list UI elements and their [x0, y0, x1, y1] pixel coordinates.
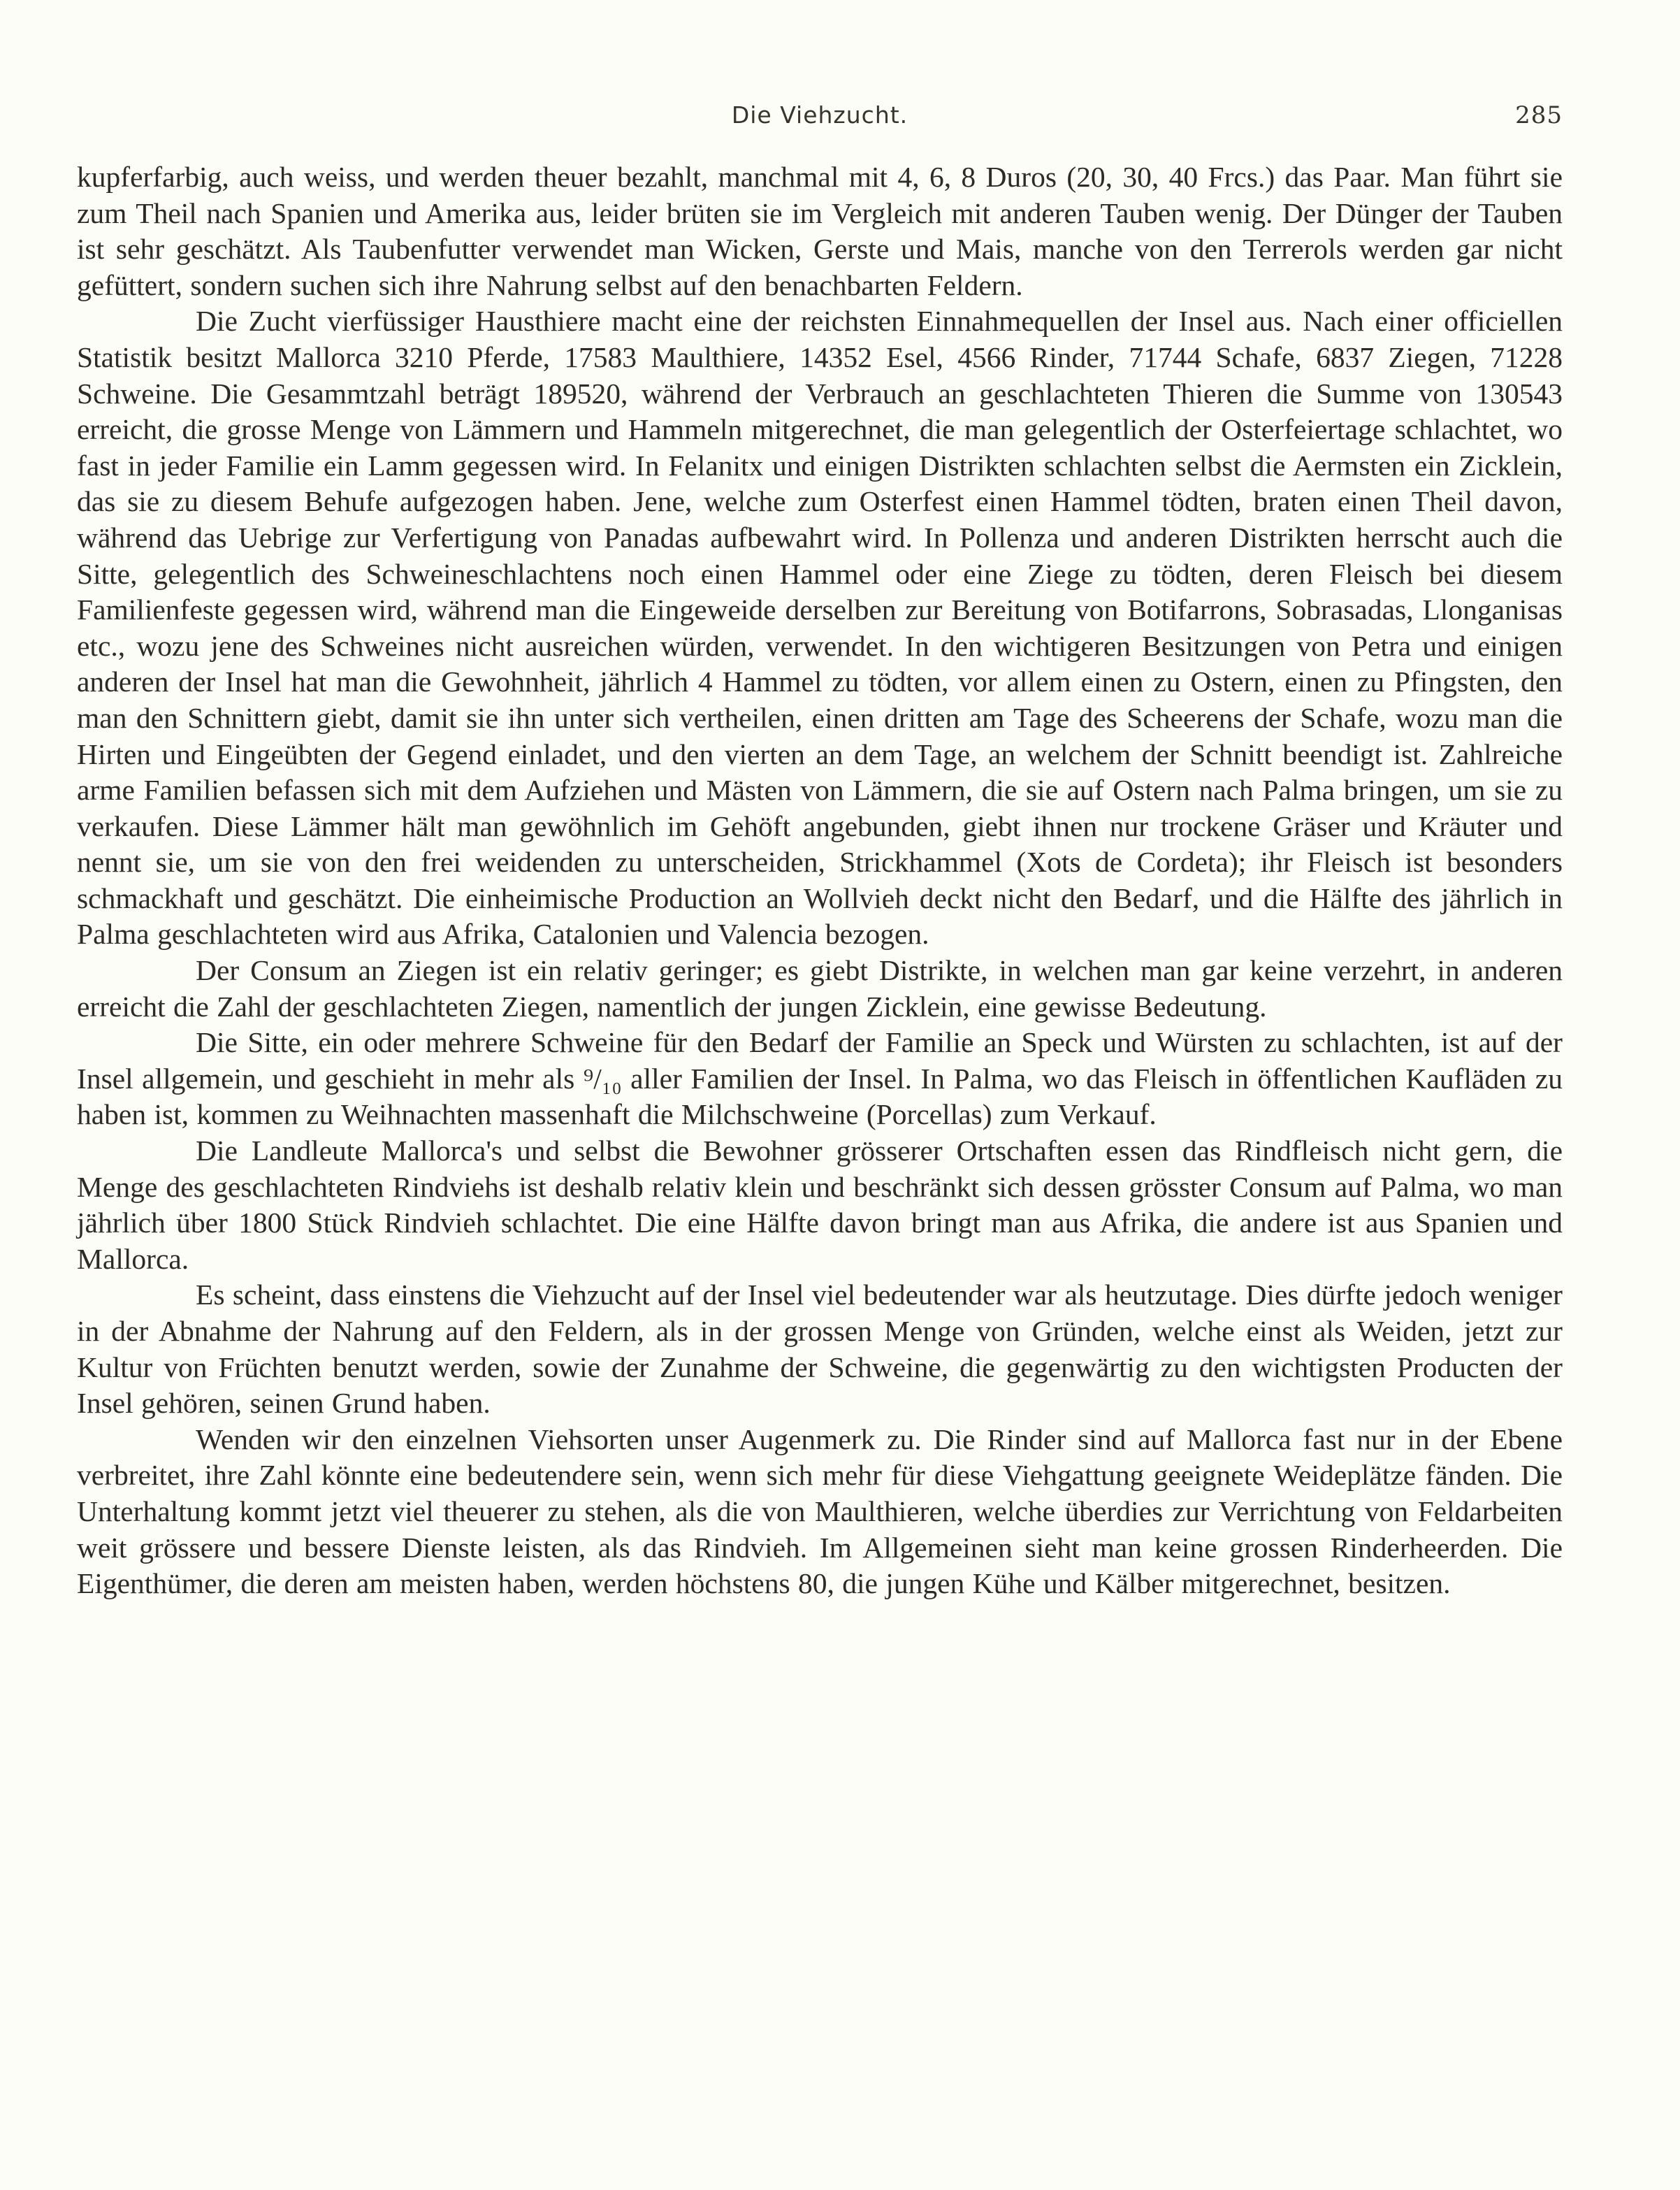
paragraph-pigeons-continued: kupferfarbig, auch weiss, und werden theuer bezahlt, manchmal mit 4, 6, 8 Duros (20, 30, 40 Frcs.) das Paar. Man führt sie zum Theil nach Spanien und Amerika aus, leider brüten sie im Vergleich mit anderen Tauben wenig. Der Dünger der Tauben ist sehr geschätzt. Als Taubenfutter verwendet man Wicken, Gerste und Mais, manche von den Terrerols werden gar nicht gefüttert, sondern suchen sich ihre Nahrung selbst auf den benachbarten Feldern. — [77, 161, 1563, 301]
paragraph-beef: Die Landleute Mallorca's und selbst die Bewohner grösserer Ortschaften essen das Rindfleisch nicht gern, die Menge des geschlachteten Rindviehs ist deshalb relativ klein und beschränkt sich dessen grösster Consum auf Palma, wo man jährlich über 1800 Stück Rindvieh schlachtet. Die eine Hälfte davon bringt man aus Afrika, die andere ist aus Spanien und Mallorca. — [77, 1134, 1563, 1275]
paragraph-cattle: Wenden wir den einzelnen Viehsorten unser Augenmerk zu. Die Rinder sind auf Mallorca fast nur in der Ebene verbreitet, ihre Zahl könnte eine bedeutendere sein, wenn sich mehr für diese Viehgattung geeignete Weideplätze fänden. Die Unterhaltung kommt jetzt viel theuerer zu stehen, als die von Maulthieren, welche überdies zur Verrichtung von Feldarbeiten weit grössere und bessere Dienste leisten, als das Rindvieh. Im Allgemeinen sieht man keine grossen Rinderheerden. Die Eigenthümer, die deren am meisten haben, werden höchstens 80, die jungen Kühe und Kälber mitgerechnet, besitzen. — [77, 1422, 1563, 1600]
paragraph-livestock-statistics: Die Zucht vierfüssiger Hausthiere macht eine der reichsten Einnahmequellen der Insel aus. Nach einer officiellen Statistik besitzt Mallorca 3210 Pferde, 17583 Maulthiere, 14352 Esel, 4566 Rinder, 71744 Schafe, 6837 Ziegen, 71228 Schweine. Die Gesammtzahl beträgt 189520, während der Verbrauch an geschlachteten Thieren die Summe von 130543 erreicht, die grosse Menge von Lämmern und Hammeln mitgerechnet, die man gelegentlich der Osterfeiertage schlachtet, wo fast in jeder Familie ein Lamm gegessen wird. In Felanitx und einigen Distrikten schlachten selbst die Aermsten ein Zicklein, das sie zu diesem Behufe aufgezogen haben. Jene, welche zum Osterfest einen Hammel tödten, braten einen Theil davon, während das Uebrige zur Verfertigung von Panadas aufbewahrt wird. In Pollenza und anderen Distrikten herrscht auch die Sitte, gelegentlich des Schweineschlachtens noch einen Hammel oder eine Ziege zu tödten, deren Fleisch bei diesem Familienfeste gegessen wird, während man die Eingeweide derselben zur Bereitung von Botifarrons, Sobrasadas, Llonganisas etc., wozu jene des Schweines nicht ausreichen würden, verwendet. In den wichtigeren Besitzungen von Petra und einigen anderen der Insel hat man die Gewohnheit, jährlich 4 Hammel zu tödten, vor allem einen zu Ostern, einen zu Pfingsten, den man den Schnittern giebt, damit sie ihn unter sich vertheilen, einen dritten am Tage des Scheerens der Schafe, wozu man die Hirten und Eingeübten der Gegend einladet, und den vierten an dem Tage, an welchem der Schnitt beendigt ist. Zahlreiche arme Familien befassen sich mit dem Aufziehen und Mästen von Lämmern, die sie auf Ostern nach Palma bringen, um sie zu verkaufen. Diese Lämmer hält man gewöhnlich im Gehöft angebunden, giebt ihnen nur trockene Gräser und Kräuter und nennt sie, um sie von den frei weidenden zu unterscheiden, Strickhammel (Xots de Cordeta); ihr Fleisch ist besonders schmackhaft und geschätzt. Die einheimische Production an Wollvieh deckt nicht den Bedarf, und die Hälfte des jährlich in Palma geschlachteten wird aus Afrika, Catalonien und Valencia bezogen. — [77, 305, 1563, 951]
paragraph-goats: Der Consum an Ziegen ist ein relativ geringer; es giebt Distrikte, in welchen man gar keine verzehrt, in anderen erreicht die Zahl der geschlachteten Ziegen, namentlich der jungen Zicklein, eine gewisse Bedeutung. — [77, 954, 1563, 1023]
body-text — [77, 159, 1563, 1602]
paragraph-pigs: Die Sitte, ein oder mehrere Schweine für den Bedarf der Familie an Speck und Würsten zu schlachten, ist auf der Insel allgemein, und geschieht in mehr als ⁹/₁₀ aller Familien der Insel. In Palma, wo das Fleisch in öffentlichen Kaufläden zu haben ist, kommen zu Weihnachten massenhaft die Milchschweine (Porcellas) zum Verkauf. — [77, 1026, 1563, 1131]
running-head — [77, 101, 1563, 143]
paragraph-decline: Es scheint, dass einstens die Viehzucht auf der Insel viel bedeutender war als heutzutage. Dies dürfte jedoch weniger in der Abnahme der Nahrung auf den Feldern, als in der grossen Menge von Gründen, welche einst als Weiden, jetzt zur Kultur von Früchten benutzt werden, sowie der Zunahme der Schweine, die gegenwärtig zu den wichtigsten Producten der Insel gehören, seinen Grund haben. — [77, 1278, 1563, 1420]
page-number: 285 — [1515, 101, 1563, 129]
running-title: Die Viehzucht. — [731, 101, 908, 129]
